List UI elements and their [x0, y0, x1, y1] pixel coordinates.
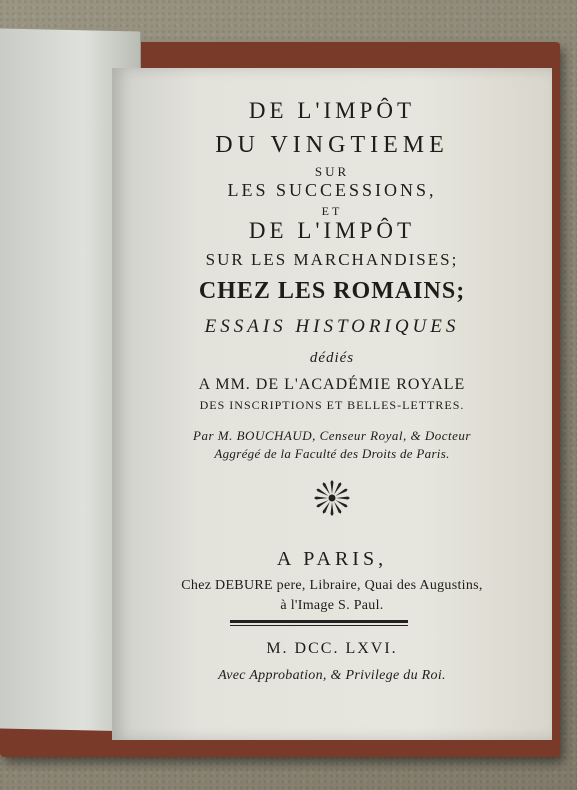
dedication-line-1: A MM. DE L'ACADÉMIE ROYALE: [198, 376, 466, 393]
printer-ornament-icon: [312, 478, 352, 518]
title-line-2: DU VINGTIEME: [215, 132, 449, 158]
title-page: [112, 68, 552, 740]
title-line-6: DE L'IMPÔT: [248, 218, 416, 243]
imprint-place: A PARIS,: [276, 548, 388, 570]
imprint-publisher-2: à l'Image S. Paul.: [280, 598, 384, 613]
title-line-8: CHEZ LES ROMAINS;: [198, 278, 466, 304]
double-rule-thick: [230, 620, 408, 623]
title-line-1: DE L'IMPÔT: [248, 98, 416, 123]
author-line-1: Par M. BOUCHAUD, Censeur Royal, & Docteur: [193, 428, 471, 443]
privilege-line: Avec Approbation, & Privilege du Roi.: [218, 668, 446, 683]
title-line-5: ET: [321, 204, 343, 218]
dedication-word: dédiés: [309, 350, 355, 366]
title-line-7: SUR LES MARCHANDISES;: [205, 250, 459, 269]
subtitle: ESSAIS HISTORIQUES: [204, 316, 460, 337]
dedication-line-2: DES INSCRIPTIONS ET BELLES-LETTRES.: [199, 398, 465, 412]
double-rule-thin: [230, 625, 408, 626]
title-line-4: LES SUCCESSIONS,: [227, 180, 437, 200]
title-line-3: SUR: [314, 164, 350, 179]
author-line-2: Aggrégé de la Faculté des Droits de Paris.: [214, 446, 450, 461]
imprint-year: M. DCC. LXVI.: [266, 640, 398, 657]
imprint-publisher-1: Chez DEBURE pere, Libraire, Quai des Augustins,: [181, 578, 483, 593]
open-book: [0, 30, 560, 750]
